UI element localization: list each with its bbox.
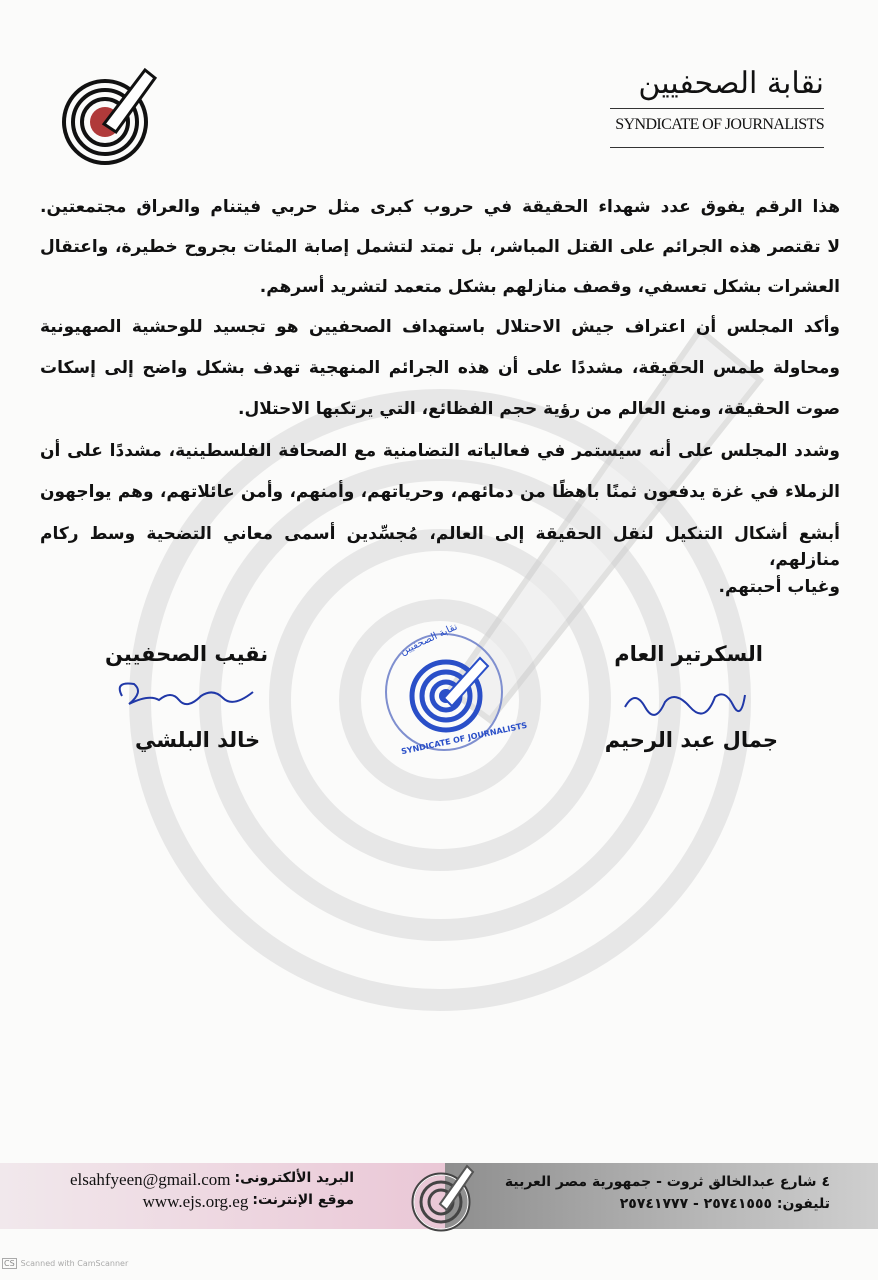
footer-website-label: موقع الإنترنت:: [252, 1192, 354, 1208]
camscanner-badge: [2, 1258, 128, 1269]
body-line: وغياب أحبتهم.: [718, 577, 840, 597]
footer-website[interactable]: www.ejs.org.eg: [142, 1192, 249, 1211]
secretary-general-title: السكرتير العام: [614, 642, 763, 666]
body-line: وشدد المجلس على أنه سيستمر في فعالياته التضامنية مع الصحافة الفلسطينية، مشددًا على أن: [40, 441, 840, 461]
footer-logo-icon: [405, 1158, 480, 1233]
body-line: صوت الحقيقة، ومنع العالم من رؤية حجم الفظائع، التي يرتكبها الاحتلال.: [237, 399, 840, 419]
footer-email[interactable]: elsahfyeen@gmail.com: [69, 1170, 231, 1189]
org-name-english: SYNDICATE OF JOURNALISTS: [615, 116, 824, 133]
body-line: لا تقتصر هذه الجرائم على القتل المباشر، بل تمتد لتشمل إصابة المئات بجروح خطيرة، واعتقال: [40, 237, 840, 257]
secretary-signature: [620, 682, 750, 722]
camscanner-icon: CS: [4, 1259, 15, 1268]
body-line: هذا الرقم يفوق عدد شهداء الحقيقة في حروب كبرى مثل حربي فيتنام والعراق مجتمعتين.: [40, 197, 840, 217]
syndicate-head-title: نقيب الصحفيين: [105, 642, 269, 666]
syndicate-logo-icon: [60, 62, 160, 167]
footer-email-label: البريد الألكترونى:: [234, 1170, 354, 1186]
body-line: أبشع أشكال التنكيل لنقل الحقيقة إلى العالم، مُجسِّدين أسمى معاني التضحية وسط ركام منازلهم،: [40, 524, 840, 570]
org-name-arabic: نقابة الصحفيين: [638, 66, 824, 101]
body-line: العشرات بشكل تعسفي، وقصف منازلهم بشكل متعمد لتشريد أسرهم.: [259, 277, 840, 297]
header-rule-top: [610, 108, 824, 109]
footer-contact-left: [44, 1170, 354, 1212]
header-rule-bottom: [610, 147, 824, 148]
body-line: وأكد المجلس أن اعتراف جيش الاحتلال باستهداف الصحفيين هو تجسيد للوحشية الصهيونية: [40, 317, 840, 337]
stamp-text-arabic: نقابة الصحفيين: [398, 621, 460, 658]
body-line: ومحاولة طمس الحقيقة، مشددًا على أن هذه الجرائم المنهجية تهدف بشكل واضح إلى إسكات: [40, 358, 840, 378]
official-stamp: [380, 621, 528, 757]
body-line: الزملاء في غزة يدفعون ثمنًا باهظًا من دمائهم، وحرياتهم، وأمنهم، وأمن عائلاتهم، وهم يواجهون: [40, 482, 840, 502]
syndicate-head-signature: [112, 676, 272, 716]
footer-phone: تليفون: ٢٥٧٤١٥٥٥ - ٢٥٧٤١٧٧٧: [619, 1196, 830, 1212]
camscanner-text: Scanned with CamScanner: [20, 1259, 129, 1268]
syndicate-head-name: خالد البلشي: [135, 728, 261, 752]
footer-address: ٤ شارع عبدالخالق ثروت - جمهورية مصر العربية: [504, 1174, 830, 1190]
secretary-general-name: جمال عبد الرحيم: [604, 728, 778, 752]
stamp-text-english: SYNDICATE OF JOURNALISTS: [400, 720, 528, 757]
